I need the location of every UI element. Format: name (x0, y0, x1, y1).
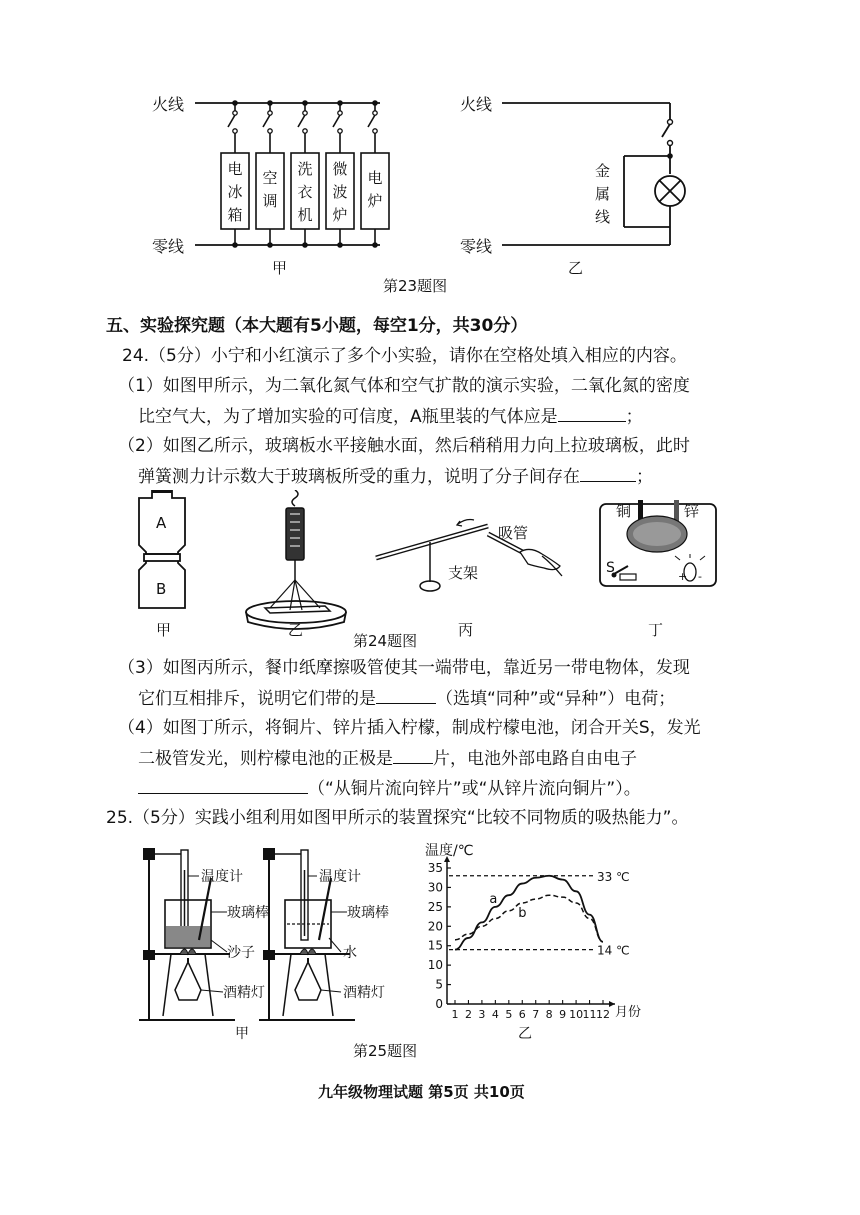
q24-part2-end: ； (636, 467, 653, 487)
q25-stem: 25.（5分）实践小组利用如图甲所示的装置探究“比较不同物质的吸热能力”。 (106, 808, 689, 828)
answer-blank-2[interactable] (580, 465, 636, 482)
series-line-a (455, 876, 603, 950)
reference-label: 33 ℃ (597, 869, 630, 884)
series-label-a: a (489, 891, 498, 907)
lamp-icon (655, 176, 685, 206)
fig24-sub-yi: 乙 (288, 621, 304, 639)
x-tick-label: 3 (478, 1008, 486, 1021)
fig23-yi-live-label: 火线 (460, 95, 493, 114)
x-tick-label: 11 (582, 1008, 597, 1021)
y-tick-label: 15 (427, 938, 443, 953)
appliance-label: 洗衣机 (297, 160, 313, 224)
copper-label: 铜 (616, 502, 632, 520)
section-5-heading: 五、实验探究题（本大题有5小题，每空1分，共30分） (106, 316, 528, 336)
switch-label: S (606, 560, 615, 576)
x-tick-label: 4 (491, 1008, 499, 1021)
fig24-sub-bing: 丙 (458, 621, 474, 639)
y-tick-label: 20 (427, 919, 443, 934)
q24-stem: 24.（5分）小宁和小红演示了多个小实验，请你在空格处填入相应的内容。 (122, 346, 687, 366)
page-footer: 九年级物理试题 第5页 共10页 (318, 1083, 525, 1101)
glass-rod-label-left: 玻璃棒 (227, 905, 269, 921)
fig23-appliance-branches (221, 100, 389, 248)
q24-part4-line2 (138, 747, 637, 770)
zinc-label: 锌 (684, 502, 700, 520)
water-label: 水 (343, 945, 357, 961)
x-tick-label: 2 (464, 1008, 472, 1021)
fig23-yi-neutral-label: 零线 (460, 237, 493, 256)
q24-part4-line1: （4）如图丁所示，将铜片、锌片插入柠檬，制成柠檬电池，闭合开关S，发光 (118, 718, 701, 738)
appliance-branch (326, 100, 354, 248)
thermometer-label-left: 温度计 (201, 869, 243, 885)
y-tick-label: 10 (427, 958, 443, 973)
figure-25-chart (415, 840, 645, 1040)
q24-part2-text: 弹簧测力计示数大于玻璃板所受的重力，说明了分子间存在 (138, 467, 580, 487)
q24-part3-text: 它们互相排斥，说明它们带的是 (138, 689, 376, 709)
fig24-sub-ding: 丁 (648, 621, 664, 639)
x-tick-label: 8 (545, 1008, 553, 1021)
appliance-branch (256, 100, 284, 248)
glass-rod-label-right: 玻璃棒 (347, 905, 389, 921)
appliance-label: 微波炉 (332, 160, 348, 224)
figure-23 (140, 85, 740, 295)
x-tick-label: 10 (569, 1008, 584, 1021)
chart-ylabel: 温度/℃ (425, 843, 474, 859)
lamp-label-left: 酒精灯 (223, 985, 265, 1001)
stand-label: 支架 (448, 564, 479, 582)
appliance-branch (291, 100, 319, 248)
fig24-sub-jia: 甲 (156, 621, 172, 639)
answer-blank-3[interactable] (376, 687, 436, 704)
svg-text:+: + (678, 570, 688, 583)
fig25-caption: 第25题图 (353, 1042, 418, 1060)
spring-scale-icon (246, 490, 346, 629)
svg-text:-: - (698, 570, 702, 583)
q24-part3-line1: （3）如图丙所示，餐巾纸摩擦吸管使其一端带电，靠近另一带电物体，发现 (118, 658, 690, 678)
chart-sub: 乙 (518, 1026, 532, 1040)
fig23-yi-sub: 乙 (568, 259, 584, 277)
y-tick-label: 35 (427, 861, 443, 875)
fig24-caption: 第24题图 (353, 632, 418, 650)
q24-part4-text: 二极管发光，则柠檬电池的正极是 (138, 749, 393, 769)
chart-xlabel: 月份 (615, 1005, 642, 1020)
x-tick-label: 12 (596, 1008, 610, 1021)
appliance-label: 电炉 (367, 169, 383, 210)
chart-axes (428, 856, 615, 1021)
y-tick-label: 25 (427, 899, 443, 914)
x-tick-label: 9 (559, 1008, 567, 1021)
series-line-b (455, 895, 603, 942)
answer-blank-4[interactable] (393, 747, 433, 764)
appliance-branch (361, 100, 389, 248)
q24-part1-end: ； (625, 407, 643, 427)
fig23-metal-wire-label: 金 属 线 (595, 162, 611, 226)
q24-part2-line1: （2）如图乙所示，玻璃板水平接触水面，然后稍稍用力向上拉玻璃板，此时 (118, 436, 690, 456)
lamp-label-right: 酒精灯 (343, 985, 385, 1001)
y-tick-label: 0 (435, 997, 443, 1011)
q24-part4-mid: 片，电池外部电路自由电子 (433, 749, 637, 769)
fig23-jia-neutral-label: 零线 (152, 237, 185, 256)
bottle-a-label: A (156, 514, 167, 532)
q24-part4-end: （“从铜片流向锌片”或“从锌片流向铜片”）。 (308, 779, 641, 799)
y-tick-label: 30 (427, 880, 443, 895)
answer-blank-1[interactable] (558, 405, 626, 422)
figure-25-apparatus (135, 840, 425, 1040)
fig23-jia-live-label: 火线 (152, 95, 185, 114)
figure-24 (130, 490, 730, 655)
reference-label: 14 ℃ (597, 943, 630, 958)
appliance-branch (221, 100, 249, 248)
x-tick-label: 7 (532, 1008, 540, 1021)
bottle-b-label: B (156, 580, 167, 598)
q24-part3-line2 (138, 687, 675, 710)
appliance-label: 空调 (262, 169, 278, 210)
series-label-b: b (518, 905, 527, 921)
x-tick-label: 6 (518, 1008, 526, 1021)
q24-part4-line3 (138, 777, 641, 800)
straw-label: 吸管 (498, 524, 529, 542)
q24-part1-text: 比空气大，为了增加实验的可信度，A瓶里装的气体应是 (138, 407, 558, 427)
x-tick-label: 1 (451, 1008, 459, 1021)
q24-part1-line2 (138, 405, 643, 428)
fig25-sub-jia: 甲 (235, 1026, 249, 1040)
y-tick-label: 5 (435, 977, 443, 992)
answer-blank-5[interactable] (138, 777, 308, 794)
fig23-caption: 第23题图 (383, 277, 448, 295)
q24-part2-line2 (138, 465, 653, 488)
q24-part3-end: （选填“同种”或“异种”）电荷； (436, 689, 676, 709)
q24-part1-line1: （1）如图甲所示，为二氧化氮气体和空气扩散的演示实验，二氧化氮的密度 (118, 376, 690, 396)
thermometer-label-right: 温度计 (319, 869, 361, 885)
sand-label: 沙子 (227, 945, 255, 961)
fig23-jia-sub: 甲 (272, 259, 288, 277)
x-tick-label: 5 (505, 1008, 513, 1021)
appliance-label: 电冰箱 (227, 160, 243, 224)
